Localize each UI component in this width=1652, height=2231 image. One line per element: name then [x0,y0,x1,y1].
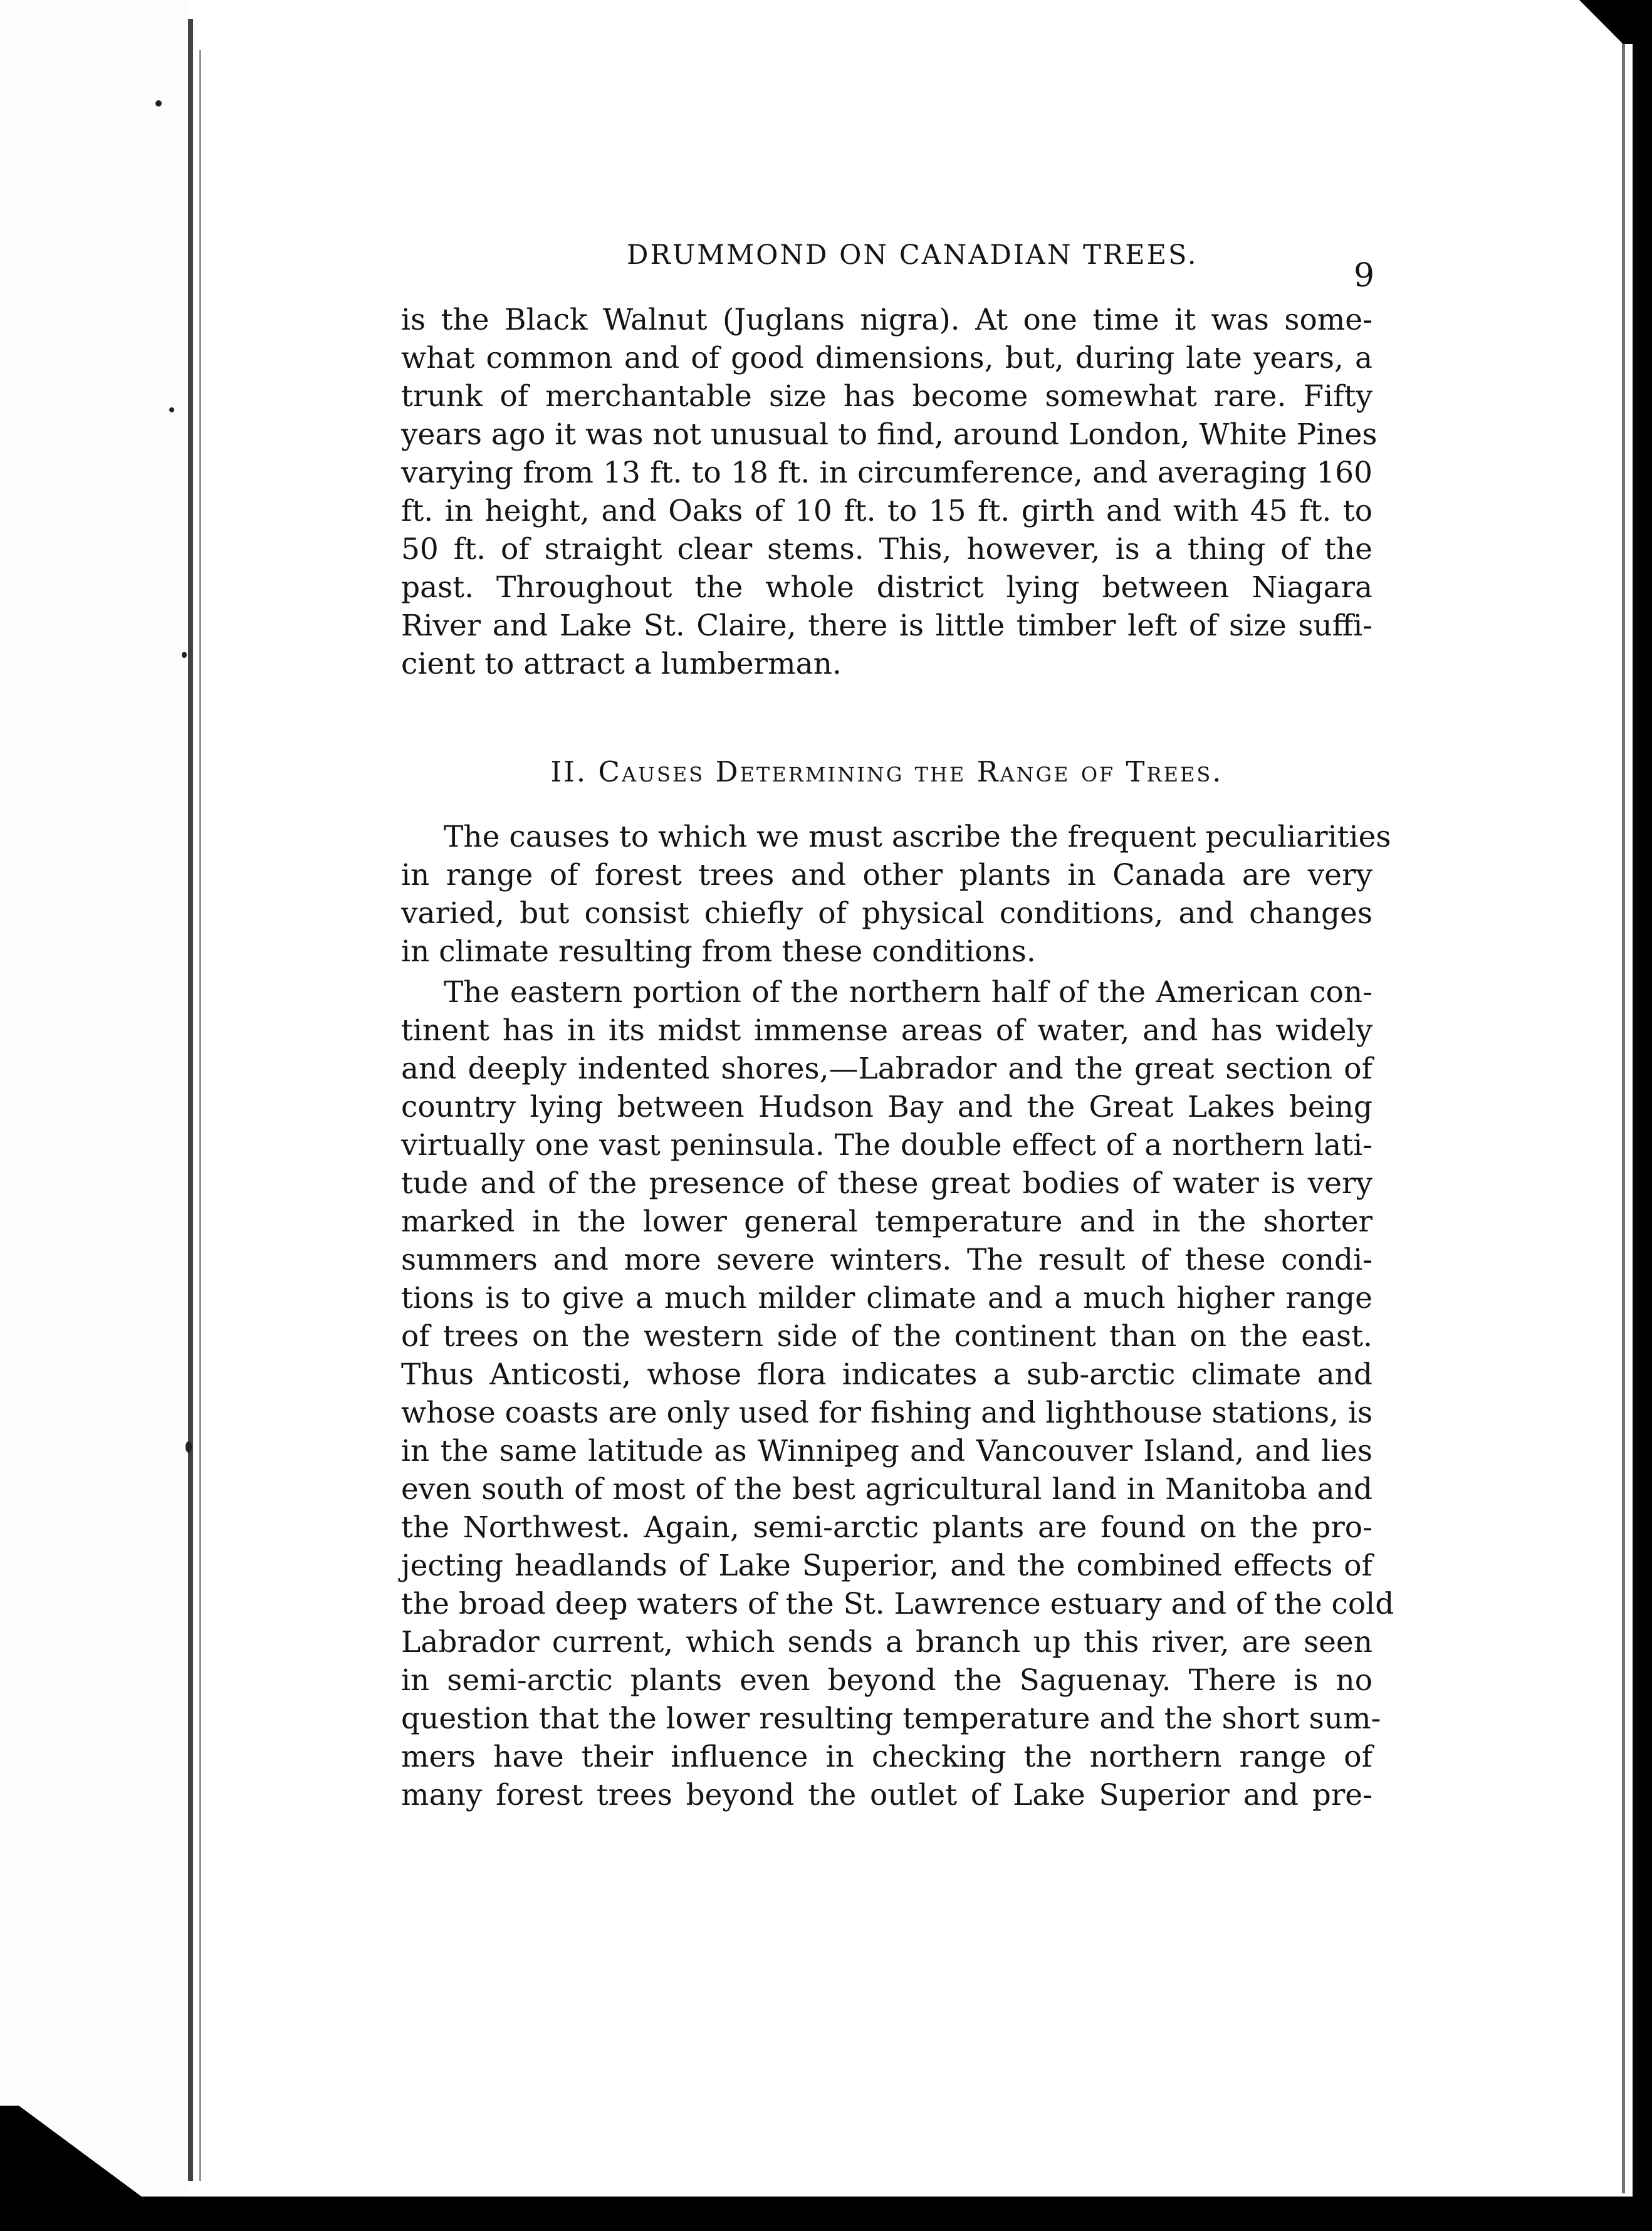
text-line: whose coasts are only used for fishing and lighthouse stations, is [401,1396,1373,1430]
text-line: The causes to which we must ascribe the frequent peculiarities [444,820,1391,854]
text-line: of trees on the western side of the continent than on the east. [401,1319,1372,1354]
page-right-edge [1622,38,1625,2193]
opening-paragraph [401,301,1378,683]
text-line: and deeply indented shores,—Labrador and the great section of [401,1052,1372,1086]
text-line: in semi-arctic plants even beyond the Saguenay. There is no [401,1663,1372,1698]
text-line: cient to attract a lumberman. [401,647,842,681]
text-line: years ago it was not unusual to find, around London, White Pines [401,417,1378,452]
page-number: 9 [1354,257,1375,295]
text-line: marked in the lower general temperature and in the shorter [401,1204,1372,1239]
text-line: many forest trees beyond the outlet of Lake Superior and pre- [401,1778,1372,1812]
text-line: tinent has in its midst immense areas of water, and has widely [401,1013,1372,1048]
text-line: what common and of good dimensions, but, during late years, a [401,341,1372,375]
paragraph [401,818,1391,971]
text-line: jecting headlands of Lake Superior, and the combined effects of [401,1549,1372,1583]
text-line: summers and more severe winters. The result of these condi- [401,1243,1372,1277]
text-line: the broad deep waters of the St. Lawrence estuary and of the cold [401,1587,1394,1621]
scan-speck [155,100,162,107]
text-line: in range of forest trees and other plants in Canada are very [401,858,1372,892]
text-line: the Northwest. Again, semi-arctic plants are found on the pro- [401,1510,1372,1545]
text-line: tude and of the presence of these great bodies of water is very [401,1166,1372,1201]
text-line: is the Black Walnut (Juglans nigra). At one time it was some- [401,303,1372,337]
text-line: past. Throughout the whole district lying between Niagara [401,570,1372,605]
text-line: The eastern portion of the northern half of the American con- [444,975,1372,1010]
text-line: virtually one vast peninsula. The double effect of a northern lati- [401,1128,1372,1163]
text-line: varied, but consist chiefly of physical conditions, and changes [401,896,1372,931]
text-line: trunk of merchantable size has become somewhat rare. Fifty [401,379,1372,414]
text-line: 50 ft. of straight clear stems. This, however, is a thing of the [401,532,1372,567]
text-line: varying from 13 ft. to 18 ft. in circumference, and averaging 160 [401,456,1372,490]
text-line: in the same latitude as Winnipeg and Vancouver Island, and lies [401,1434,1372,1468]
text-line: ft. in height, and Oaks of 10 ft. to 15 ft. girth and with 45 ft. to [401,494,1372,528]
body-text [401,818,1394,1814]
paragraph [401,973,1394,1814]
text-line: Thus Anticosti, whose flora indicates a sub-arctic climate and [401,1357,1372,1392]
scan-speck [182,652,187,658]
scan-border-bottom [0,2197,1652,2231]
text-line: question that the lower resulting temperature and the short sum- [401,1701,1381,1736]
scan-speck [169,407,174,412]
text-line: mers have their influence in checking the northern range of [401,1740,1372,1774]
scan-border-right [1633,0,1652,2231]
scan-speck [186,1441,192,1453]
text-line: Labrador current, which sends a branch up this river, are seen [401,1625,1372,1659]
book-gutter [188,19,193,2181]
book-gutter-inner [199,50,201,2181]
text-line: tions is to give a much milder climate and a much higher range [401,1281,1372,1315]
text-line: River and Lake St. Claire, there is little timber left of size suffi- [401,609,1372,643]
text-line: even south of most of the best agricultural land in Manitoba and [401,1472,1372,1507]
text-line: in climate resulting from these conditions. [401,934,1036,969]
running-title: DRUMMOND ON CANADIAN TREES. [627,239,1198,271]
text-line: country lying between Hudson Bay and the Great Lakes being [401,1090,1372,1124]
left-page-margin [0,0,188,2231]
section-heading: II. Causes Determining the Range of Trees. [550,755,1223,788]
